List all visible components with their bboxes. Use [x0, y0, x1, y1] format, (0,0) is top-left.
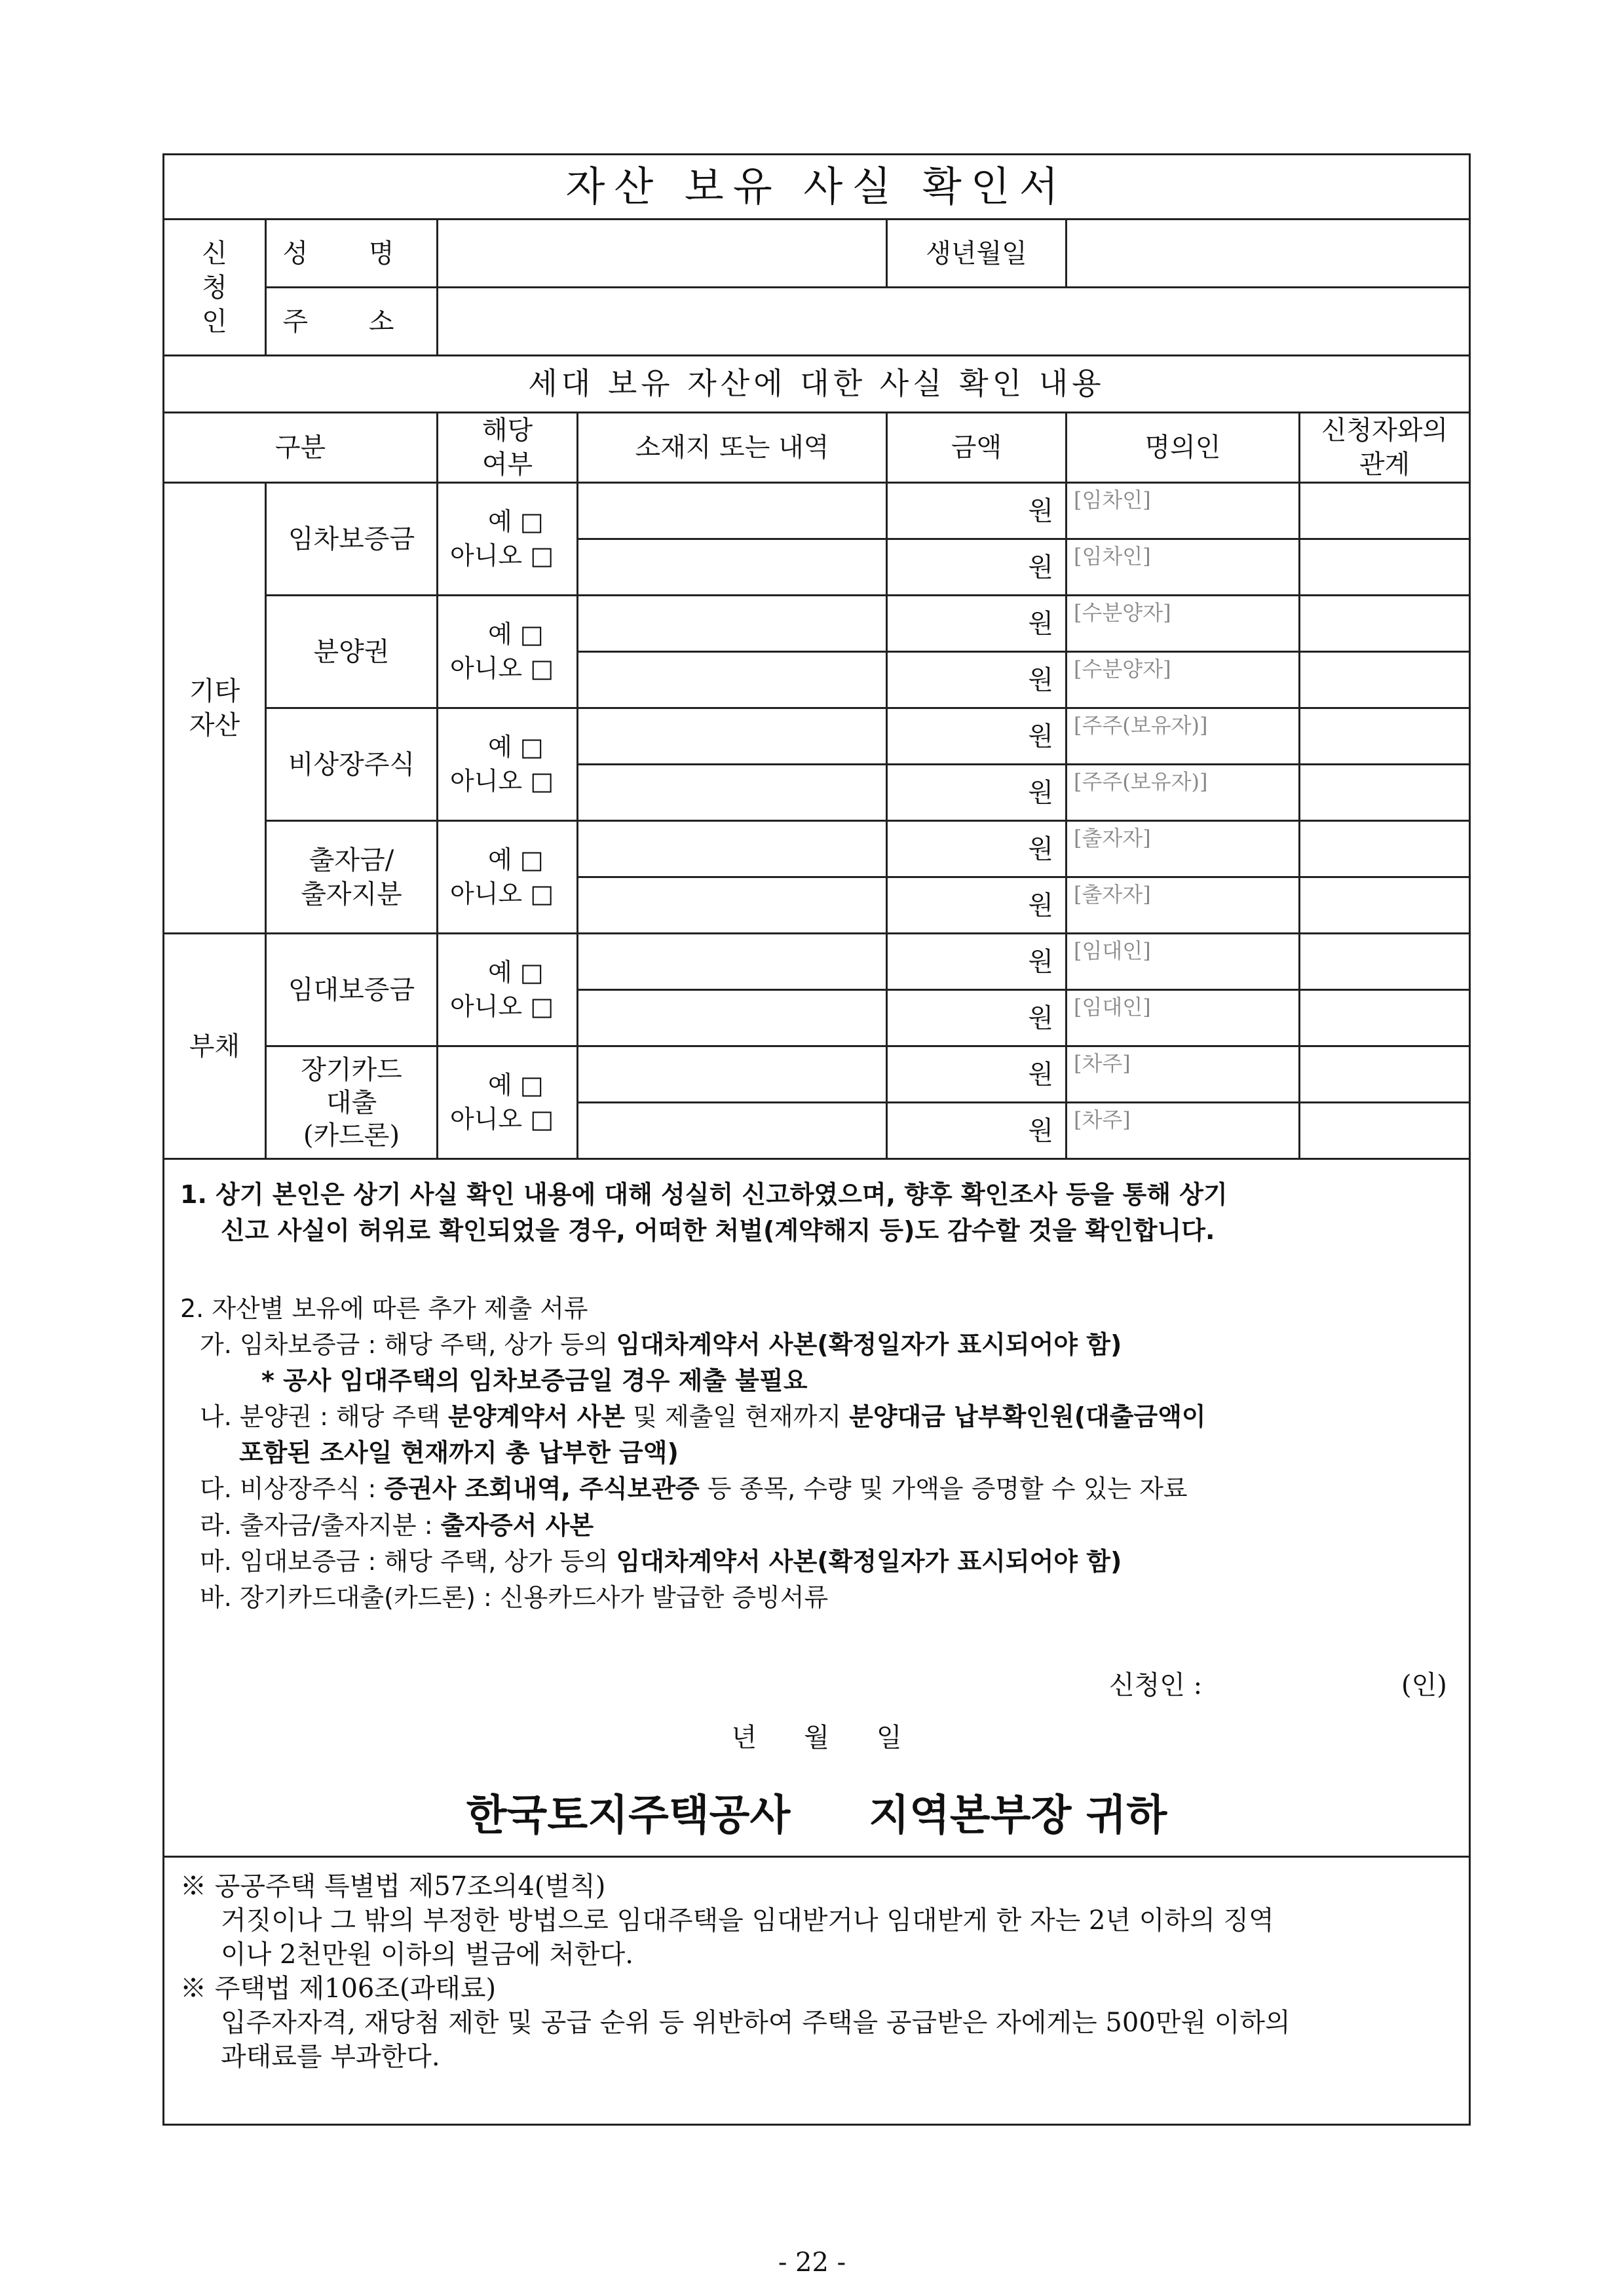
birth-date-label: 생년월일 — [887, 220, 1067, 288]
name-label: 성 명 — [266, 220, 438, 288]
amount-field[interactable]: 원 — [887, 990, 1067, 1046]
header-category: 구분 — [164, 413, 438, 483]
location-field[interactable] — [578, 596, 887, 652]
group-label-liabilities: 부채 — [164, 934, 266, 1159]
relation-field[interactable] — [1300, 652, 1470, 708]
location-field[interactable] — [578, 652, 887, 708]
group-label-other-assets: 기타 자산 — [164, 483, 266, 934]
amount-field[interactable]: 원 — [887, 877, 1067, 934]
nominee-field[interactable]: [수분양자] — [1067, 596, 1300, 652]
name-field[interactable] — [438, 220, 887, 288]
relation-field[interactable] — [1300, 1103, 1470, 1159]
nominee-field[interactable]: [출자자] — [1067, 877, 1300, 934]
nominee-field[interactable]: [임대인] — [1067, 934, 1300, 990]
amount-field[interactable]: 원 — [887, 821, 1067, 877]
amount-field[interactable]: 원 — [887, 596, 1067, 652]
relation-field[interactable] — [1300, 483, 1470, 539]
section-title: 세대 보유 자산에 대한 사실 확인 내용 — [164, 356, 1470, 413]
item-name: 임차보증금 — [266, 483, 438, 596]
location-field[interactable] — [578, 765, 887, 821]
doc-item: 나. 분양권 : 해당 주택 분양계약서 사본 및 제출일 현재까지 분양대금 납부확인원(대출금액이 — [200, 1402, 1206, 1432]
nominee-field[interactable]: [차주] — [1067, 1046, 1300, 1103]
header-location: 소재지 또는 내역 — [578, 413, 887, 483]
amount-field[interactable]: 원 — [887, 652, 1067, 708]
applicable-checkboxes[interactable]: 예 □ 아니오 □ — [438, 934, 578, 1046]
addressee: 한국토지주택공사 지역본부장 귀하 — [466, 1791, 1167, 1840]
applicable-checkboxes[interactable]: 예 □ 아니오 □ — [438, 596, 578, 708]
applicable-checkboxes[interactable]: 예 □ 아니오 □ — [438, 1046, 578, 1159]
amount-field[interactable]: 원 — [887, 1103, 1067, 1159]
location-field[interactable] — [578, 539, 887, 596]
header-relation: 신청자와의 관계 — [1300, 413, 1470, 483]
relation-field[interactable] — [1300, 877, 1470, 934]
doc-item: 포함된 조사일 현재까지 총 납부한 금액) — [239, 1438, 679, 1468]
location-field[interactable] — [578, 1046, 887, 1103]
applicable-checkboxes[interactable]: 예 □ 아니오 □ — [438, 483, 578, 596]
page-number: - 22 - — [778, 2248, 846, 2278]
location-field[interactable] — [578, 483, 887, 539]
address-field[interactable] — [438, 288, 1470, 356]
legal-notice: ※ 공공주택 특별법 제57조의4(벌칙) 거짓이나 그 밖의 부정한 방법으로 임대주택을 임대받거나 임대받게 한 자는 2년 이하의 징역 이나 2천만원 이하의 벌금에 처한다. ※ 주택법 제106조(과태료) 입주자자격, 재당첨 제한 및 공급 순위 등 위반하여 주택을 공급받은 자에게는 500만원 이하의 과태료를 부과한다. — [164, 1857, 1470, 2125]
header-amount: 금액 — [887, 413, 1067, 483]
asset-confirmation-form — [162, 153, 1471, 2126]
item-name: 출자금/ 출자지분 — [266, 821, 438, 934]
nominee-field[interactable]: [주주(보유자)] — [1067, 708, 1300, 765]
location-field[interactable] — [578, 877, 887, 934]
applicable-checkboxes[interactable]: 예 □ 아니오 □ — [438, 821, 578, 934]
header-nominee: 명의인 — [1067, 413, 1300, 483]
notes-section — [164, 1159, 1470, 1857]
amount-field[interactable]: 원 — [887, 539, 1067, 596]
doc-item: 가. 임차보증금 : 해당 주택, 상가 등의 임대차계약서 사본(확정일자가 표시되어야 함) — [200, 1330, 1122, 1360]
doc-item: 라. 출자금/출자지분 : 출자증서 사본 — [200, 1510, 594, 1540]
relation-field[interactable] — [1300, 765, 1470, 821]
nominee-field[interactable]: [수분양자] — [1067, 652, 1300, 708]
seal-label: (인) — [1401, 1670, 1447, 1700]
form-title: 자산 보유 사실 확인서 — [164, 155, 1470, 220]
signer-label: 신청인 : — [1109, 1670, 1203, 1700]
nominee-field[interactable]: [임대인] — [1067, 990, 1300, 1046]
location-field[interactable] — [578, 1103, 887, 1159]
item-name: 비상장주식 — [266, 708, 438, 821]
nominee-field[interactable]: [주주(보유자)] — [1067, 765, 1300, 821]
nominee-field[interactable]: [차주] — [1067, 1103, 1300, 1159]
item-name: 임대보증금 — [266, 934, 438, 1046]
amount-field[interactable]: 원 — [887, 934, 1067, 990]
relation-field[interactable] — [1300, 596, 1470, 652]
doc-item: 바. 장기카드대출(카드론) : 신용카드사가 발급한 증빙서류 — [200, 1582, 829, 1612]
amount-field[interactable]: 원 — [887, 765, 1067, 821]
birth-date-field[interactable] — [1067, 220, 1470, 288]
amount-field[interactable]: 원 — [887, 483, 1067, 539]
location-field[interactable] — [578, 821, 887, 877]
address-label: 주 소 — [266, 288, 438, 356]
applicant-group-label: 신 청 인 — [164, 220, 266, 356]
relation-field[interactable] — [1300, 934, 1470, 990]
item-name: 장기카드 대출 (카드론) — [266, 1046, 438, 1159]
date-line: 년 월 일 — [731, 1723, 902, 1753]
required-documents: 2. 자산별 보유에 따른 추가 제출 서류 가. 임차보증금 : 해당 주택, 상가 등의 임대차계약서 사본(확정일자가 표시되어야 함) * 공사 임대주택의 임차보증금일 경우 제출 불필요 나. 분양권 : 해당 주택 분양계약서 사본 및 제출일 현재까지 분양대금 납부확인원(대출금액이 포함된 조사일 현재까지 총 납부한 금액) 다. 비상장주식 : 증권사 조회내역, 주식보관증 등 종목, 수량 및 가액을 증명할 수 있는 자료 라. 출자금/출자지분 : 출자증서 사본 마. 임대보증금 : 해당 주택, 상가 등의 임대차계약서 사본(확정일자가 표시되어야 함) 바. 장기카드대출(카드론) : 신용카드사가 발급한 증빙서류 — [180, 1291, 1453, 1616]
header-applicable: 해당 여부 — [438, 413, 578, 483]
pledge-text: 1. 상기 본인은 상기 사실 확인 내용에 대해 성실히 신고하였으며, 향후 확인조사 등을 통해 상기 신고 사실이 허위로 확인되었을 경우, 어떠한 처벌(계약해지 등)도 감수할 것을 확인합니다. — [180, 1180, 1228, 1246]
location-field[interactable] — [578, 990, 887, 1046]
nominee-field[interactable]: [임차인] — [1067, 483, 1300, 539]
relation-field[interactable] — [1300, 539, 1470, 596]
nominee-field[interactable]: [출자자] — [1067, 821, 1300, 877]
relation-field[interactable] — [1300, 708, 1470, 765]
item-name: 분양권 — [266, 596, 438, 708]
doc-item: 다. 비상장주식 : 증권사 조회내역, 주식보관증 등 종목, 수량 및 가액을 증명할 수 있는 자료 — [200, 1474, 1188, 1504]
nominee-field[interactable]: [임차인] — [1067, 539, 1300, 596]
amount-field[interactable]: 원 — [887, 1046, 1067, 1103]
location-field[interactable] — [578, 934, 887, 990]
applicable-checkboxes[interactable]: 예 □ 아니오 □ — [438, 708, 578, 821]
doc-item: * 공사 임대주택의 임차보증금일 경우 제출 불필요 — [261, 1366, 808, 1396]
relation-field[interactable] — [1300, 821, 1470, 877]
amount-field[interactable]: 원 — [887, 708, 1067, 765]
location-field[interactable] — [578, 708, 887, 765]
relation-field[interactable] — [1300, 990, 1470, 1046]
relation-field[interactable] — [1300, 1046, 1470, 1103]
doc-item: 마. 임대보증금 : 해당 주택, 상가 등의 임대차계약서 사본(확정일자가 표시되어야 함) — [200, 1546, 1122, 1576]
